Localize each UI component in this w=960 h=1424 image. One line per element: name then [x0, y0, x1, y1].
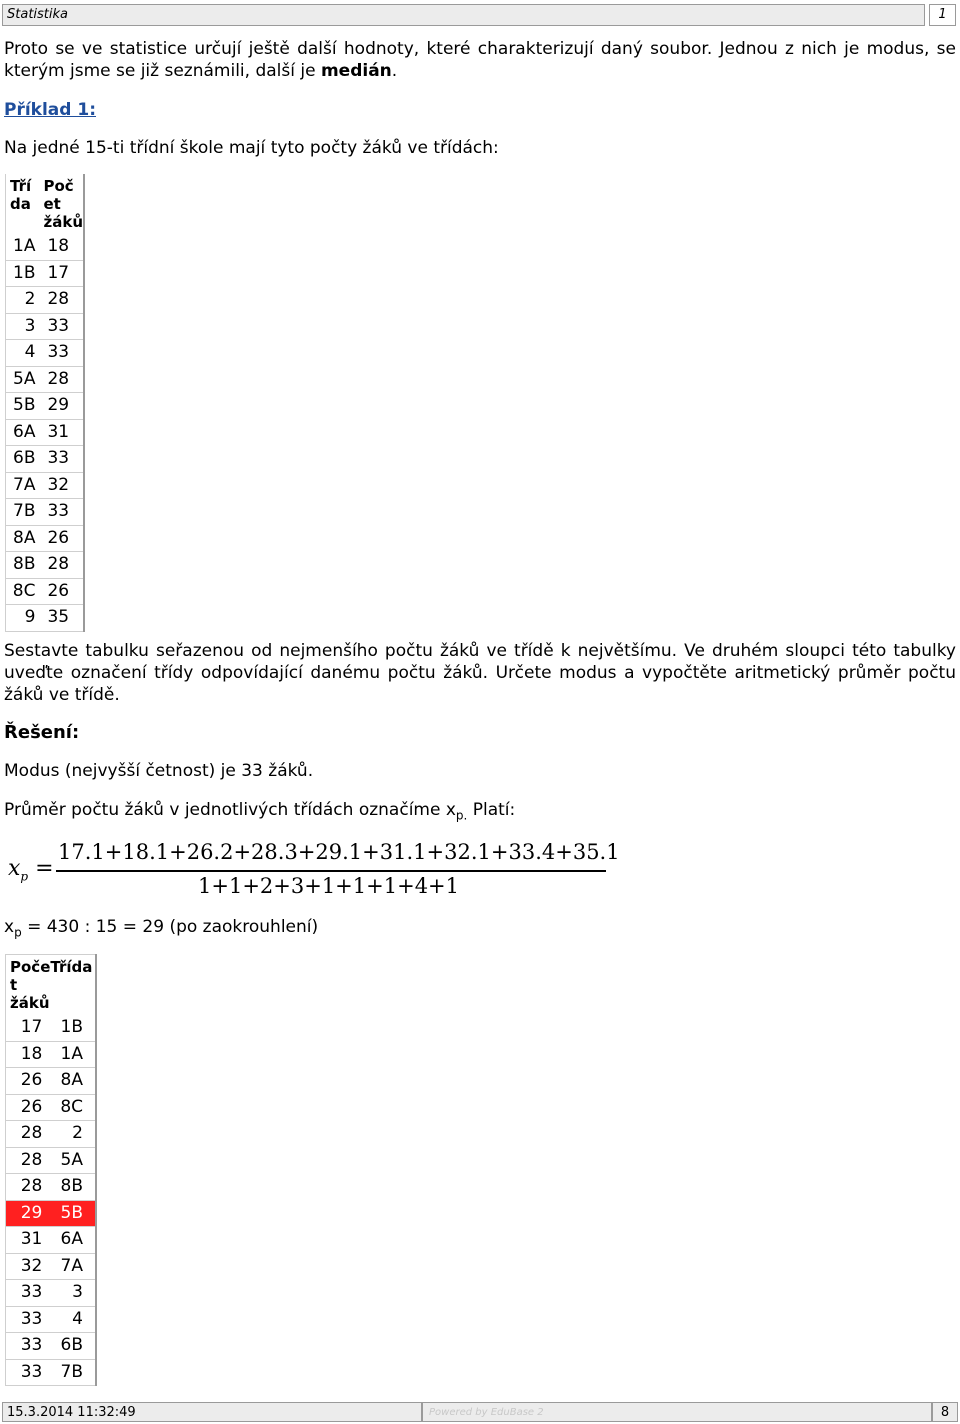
count-cell: 28	[39, 366, 84, 393]
class-cell: 2	[6, 287, 40, 314]
table-row	[6, 605, 85, 632]
footer-powered-by: Powered by EduBase 2	[422, 1402, 932, 1422]
class-cell: 8C	[6, 578, 40, 605]
class-cell: 1A	[50, 1041, 96, 1068]
class-cell: 5A	[50, 1147, 96, 1174]
table-row	[6, 313, 85, 340]
class-cell: 8B	[6, 552, 40, 579]
count-cell: 28	[39, 552, 84, 579]
count-cell: 29	[39, 393, 84, 420]
mean-intro-text: Průměr počtu žáků v jednotlivých třídách označíme x	[4, 800, 456, 820]
count-cell: 31	[6, 1227, 51, 1254]
class-cell: 7B	[50, 1359, 96, 1386]
mean-intro-tail: Platí:	[467, 800, 516, 820]
table-row	[6, 1306, 97, 1333]
table-row	[6, 499, 85, 526]
table-row	[6, 1174, 97, 1201]
count-cell: 18	[39, 234, 84, 260]
result-text: = 430 : 15 = 29 (po zaokrouhlení)	[21, 917, 319, 937]
count-cell: 17	[6, 1015, 51, 1041]
table1-header-class: Tří da	[10, 177, 32, 213]
class-cell: 1B	[6, 260, 40, 287]
table-row	[6, 1015, 97, 1041]
intro-paragraph	[4, 38, 956, 82]
class-cell: 3	[6, 313, 40, 340]
class-cell: 7A	[6, 472, 40, 499]
mean-result	[4, 916, 318, 943]
sorted-counts-table	[5, 954, 97, 1386]
count-cell: 26	[39, 578, 84, 605]
table-row	[6, 1041, 97, 1068]
table-row	[6, 552, 85, 579]
class-cell: 5B	[50, 1200, 96, 1227]
table-row	[6, 1359, 97, 1386]
formula-lhs	[8, 856, 54, 883]
class-cell: 8C	[50, 1094, 96, 1121]
table-row	[6, 366, 85, 393]
class-cell: 5B	[6, 393, 40, 420]
count-cell: 33	[6, 1333, 51, 1360]
intro-tail: .	[391, 61, 398, 81]
solution-heading: Řešení:	[4, 722, 80, 743]
count-cell: 29	[6, 1200, 51, 1227]
table2-header-class: Třída	[50, 958, 93, 976]
count-cell: 26	[6, 1068, 51, 1095]
result-var: x	[4, 917, 15, 937]
class-cell: 6A	[50, 1227, 96, 1254]
class-cell: 6B	[50, 1333, 96, 1360]
task-paragraph: Sestavte tabulku seřazenou od nejmenšího počtu žáků ve třídě k největšímu. Ve druhém sloupci této tabulky uveďte označení třídy odpovídající danému počtu žáků. Určete modus a vypočtěte aritmetický průměr počtu žáků ve třídě.	[4, 641, 956, 705]
table-row	[6, 287, 85, 314]
footer-datetime: 15.3.2014 11:32:49	[2, 1402, 422, 1422]
page-header	[2, 4, 956, 26]
class-cell: 7A	[50, 1253, 96, 1280]
class-cell: 8B	[50, 1174, 96, 1201]
footer-page-number: 8	[932, 1402, 958, 1422]
class-counts-table	[5, 174, 85, 632]
mean-intro-sub: p.	[455, 808, 468, 823]
modus-text: Modus (nejvyšší četnost) je 33 žáků.	[4, 761, 314, 781]
intro-text: Proto se ve statistice určují ještě další hodnoty, které charakterizují daný soubor. Jednou z nich je modus, se kterým jsme se již seznámili, další je	[4, 39, 956, 81]
class-cell: 4	[50, 1306, 96, 1333]
count-cell: 28	[39, 287, 84, 314]
class-cell: 3	[50, 1280, 96, 1307]
table1-header-count: Poč et žáků	[43, 177, 83, 231]
class-cell: 2	[50, 1121, 96, 1148]
count-cell: 32	[6, 1253, 51, 1280]
class-cell: 1A	[6, 234, 40, 260]
class-cell: 5A	[6, 366, 40, 393]
class-cell: 1B	[50, 1015, 96, 1041]
table-row	[6, 446, 85, 473]
count-cell: 28	[6, 1147, 51, 1174]
table-row	[6, 1094, 97, 1121]
table-row	[6, 1227, 97, 1254]
class-cell: 4	[6, 340, 40, 367]
header-page-number: 1	[929, 4, 956, 26]
mean-formula	[8, 836, 620, 900]
count-cell: 18	[6, 1041, 51, 1068]
table-row	[6, 419, 85, 446]
table-row	[6, 393, 85, 420]
class-cell: 8A	[6, 525, 40, 552]
table-row	[6, 1121, 97, 1148]
example-text: Na jedné 15-ti třídní škole mají tyto počty žáků ve třídách:	[4, 138, 499, 158]
class-cell: 7B	[6, 499, 40, 526]
table-row	[6, 1147, 97, 1174]
count-cell: 33	[39, 446, 84, 473]
count-cell: 28	[6, 1174, 51, 1201]
count-cell: 33	[6, 1306, 51, 1333]
class-cell: 9	[6, 605, 40, 632]
table-row	[6, 1253, 97, 1280]
table-row	[6, 578, 85, 605]
formula-var: x	[8, 856, 21, 881]
count-cell: 33	[39, 340, 84, 367]
table2-header-count: Poče t žáků	[10, 958, 51, 1012]
count-cell: 31	[39, 419, 84, 446]
class-cell: 6A	[6, 419, 40, 446]
example-heading: Příklad 1:	[4, 100, 96, 120]
table-row	[6, 472, 85, 499]
count-cell: 26	[39, 525, 84, 552]
page-footer	[2, 1402, 958, 1422]
table-row	[6, 1280, 97, 1307]
formula-denominator: 1+1+2+3+1+1+1+4+1	[198, 874, 460, 898]
table-row	[6, 234, 85, 260]
formula-equals: =	[35, 856, 54, 881]
count-cell: 33	[39, 313, 84, 340]
class-cell: 8A	[50, 1068, 96, 1095]
table-row	[6, 260, 85, 287]
table-row	[6, 1333, 97, 1360]
formula-numerator: 17.1+18.1+26.2+28.3+29.1+31.1+32.1+33.4+35.1	[58, 840, 620, 864]
count-cell: 26	[6, 1094, 51, 1121]
formula-var-sub: p	[20, 869, 29, 884]
count-cell: 35	[39, 605, 84, 632]
fraction-bar	[56, 870, 606, 872]
table-row	[6, 525, 85, 552]
count-cell: 33	[6, 1359, 51, 1386]
table-row	[6, 340, 85, 367]
count-cell: 28	[6, 1121, 51, 1148]
count-cell: 17	[39, 260, 84, 287]
mean-intro	[4, 799, 515, 826]
result-var-sub: p	[14, 925, 22, 940]
count-cell: 33	[39, 499, 84, 526]
table-row	[6, 1068, 97, 1095]
table-row-highlighted	[6, 1200, 97, 1227]
count-cell: 33	[6, 1280, 51, 1307]
class-cell: 6B	[6, 446, 40, 473]
header-title: Statistika	[2, 4, 925, 26]
count-cell: 32	[39, 472, 84, 499]
intro-bold-term: medián	[320, 61, 392, 81]
